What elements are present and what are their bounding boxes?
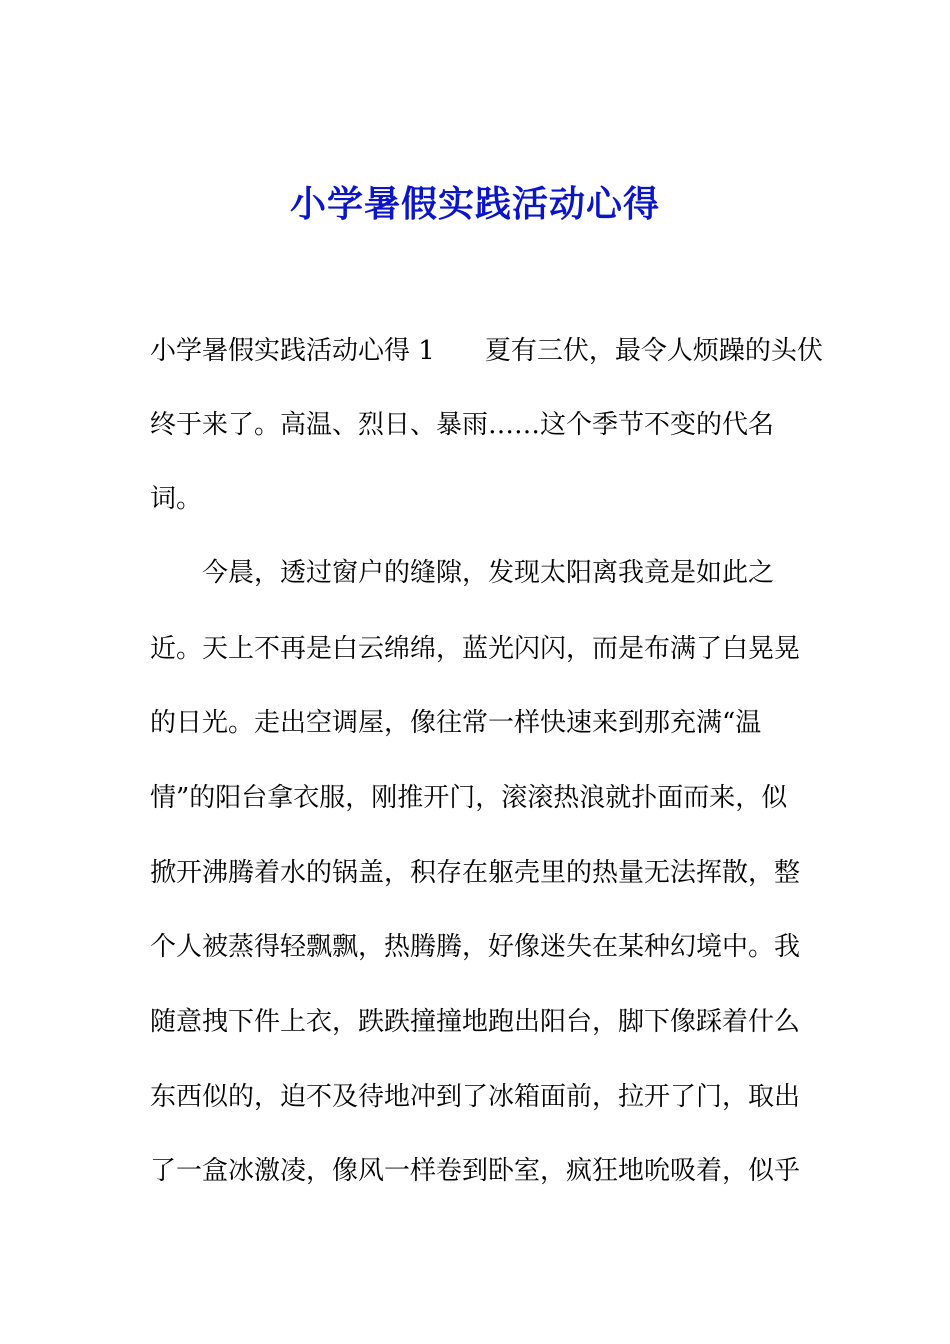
text-line: 东西似的，迫不及待地冲到了冰箱面前，拉开了门，取出 (150, 1082, 801, 1112)
text-line: 终于来了。高温、烈日、暴雨……这个季节不变的代名 (150, 410, 775, 440)
text-line: 情”的阳台拿衣服，刚推开门，滚滚热浪就扑面而来，似 (150, 783, 788, 813)
document-title: 小学暑假实践活动心得 (289, 183, 660, 225)
text-line: 的日光。走出空调屋，像往常一样快速来到那充满“温 (150, 708, 762, 738)
text-line (150, 331, 823, 371)
text-line: 了一盒冰激凌，像风一样卷到卧室，疯狂地吮吸着，似乎 (150, 1156, 801, 1186)
text-line: 个人被蒸得轻飘飘，热腾腾，好像迷失在某种幻境中。我 (150, 932, 801, 962)
text-line: 近。天上不再是白云绵绵，蓝光闪闪，而是布满了白晃晃 (150, 634, 801, 664)
text-line: 随意拽下件上衣，跌跌撞撞地跑出阳台，脚下像踩着什么 (150, 1007, 801, 1037)
text-line: 掀开沸腾着水的锅盖，积存在躯壳里的热量无法挥散，整 (150, 858, 801, 888)
text-line: 词。 (150, 484, 203, 514)
section-heading: 小学暑假实践活动心得 1 (150, 336, 435, 366)
paragraph-text: 夏有三伏，最令人烦躁的头伏 (484, 336, 823, 366)
paragraph-first-line: 今晨，透过窗户的缝隙，发现太阳离我竟是如此之 (202, 558, 775, 588)
